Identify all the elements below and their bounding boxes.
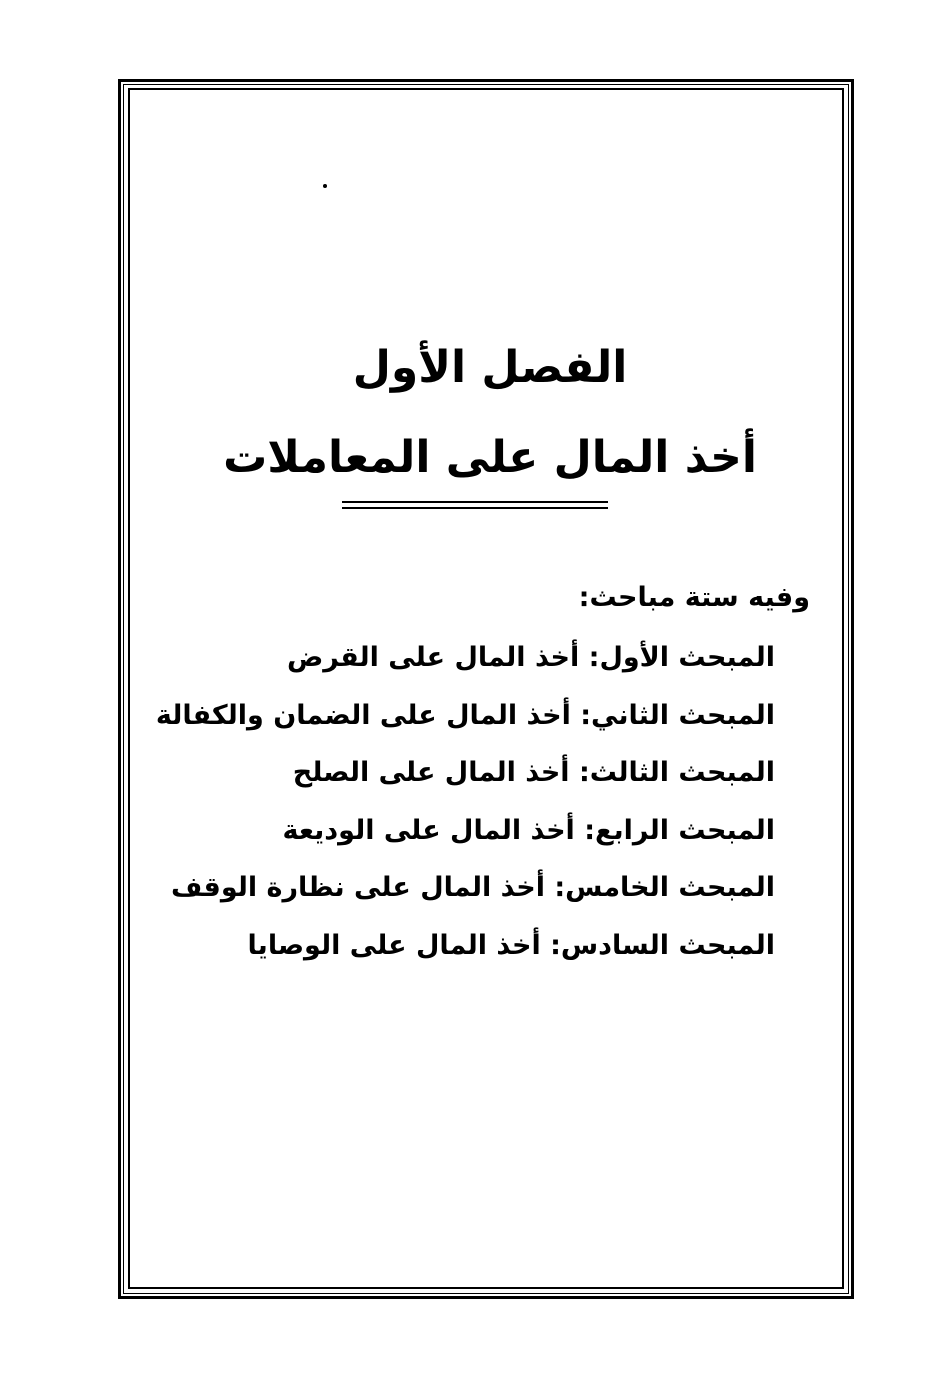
title-underline (342, 501, 608, 509)
section-item: المبحث الخامس: أخذ المال على نظارة الوقف (171, 872, 775, 904)
chapter-title: الفصل الأول (352, 342, 628, 393)
section-item: المبحث الرابع: أخذ المال على الوديعة (282, 814, 775, 846)
section-item: المبحث الثالث: أخذ المال على الصلح (292, 757, 775, 789)
section-list (155, 636, 775, 982)
section-item: المبحث السادس: أخذ المال على الوصايا (247, 929, 775, 961)
section-item: المبحث الثاني: أخذ المال على الضمان والكفالة (155, 699, 775, 731)
sections-intro: وفيه ستة مباحث: (578, 582, 810, 613)
section-item: المبحث الأول: أخذ المال على القرض (286, 642, 775, 673)
ink-speck (323, 184, 327, 188)
chapter-subtitle: أخذ المال على المعاملات (223, 432, 757, 483)
